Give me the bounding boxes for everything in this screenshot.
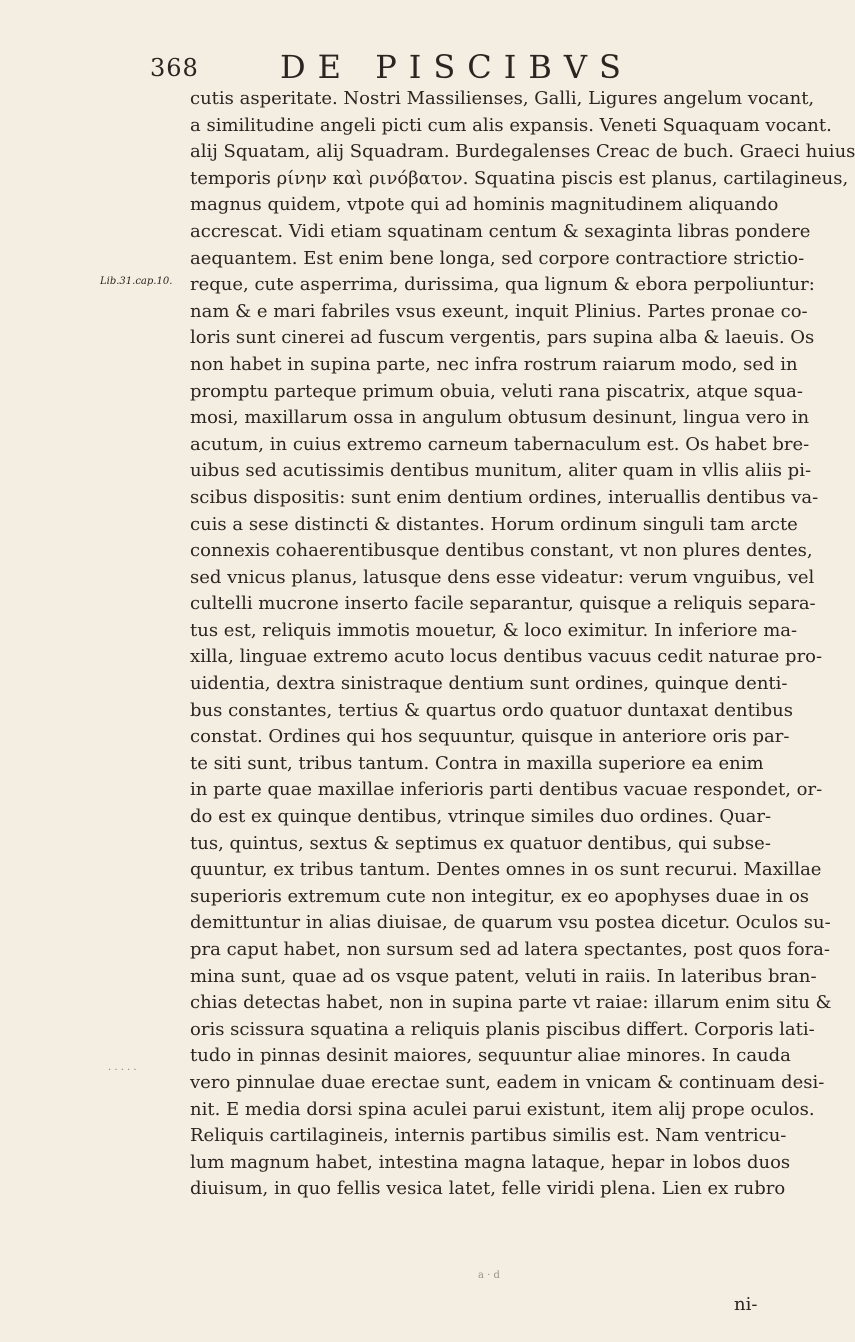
text-line: mosi, maxillarum ossa in angulum obtusum desinunt, lingua vero in [190,407,810,429]
text-line: demittuntur in alias diuisae, de quarum vsu postea dicetur. Oculos su- [190,912,831,934]
text-line: nam & e mari fabriles vsus exeunt, inquit Plinius. Partes pronae co- [190,300,808,322]
text-line: do est ex quinque dentibus, vtrinque similes duo ordines. Quar- [190,806,772,828]
smudge-mark: a · d [478,1270,500,1281]
margin-note: Lib.31.cap.10. [100,276,173,287]
text-line: diuisum, in quo fellis vesica latet, felle viridi plena. Lien ex rubro [190,1178,786,1200]
text-line: alij Squatam, alij Squadram. Burdegalenses Creac de buch. Graeci huius [190,141,855,163]
text-line: cuis a sese distincti & distantes. Horum ordinum singuli tam arcte [190,513,798,535]
running-title: DE PISCIBVS [280,48,633,86]
text-line: chias detectas habet, non in supina parte vt raiae: illarum enim situ & [190,992,832,1014]
text-line: te siti sunt, tribus tantum. Contra in maxilla superiore ea enim [190,752,764,774]
text-line: mina sunt, quae ad os vsque patent, veluti in raiis. In lateribus bran- [190,965,817,987]
text-line: aequantem. Est enim bene longa, sed corpore contractiore strictio- [190,247,805,269]
text-line: Reliquis cartilagineis, internis partibus similis est. Nam ventricu- [190,1125,787,1147]
text-line: accrescat. Vidi etiam squatinam centum & sexaginta libras pondere [190,220,811,242]
text-line: superioris extremum cute non integitur, ex eo apophyses duae in os [190,885,810,907]
text-line: sed vnicus planus, latusque dens esse videatur: verum vnguibus, vel [190,566,815,588]
text-line: constat. Ordines qui hos sequuntur, quisque in anteriore oris par- [190,726,790,748]
text-line: scibus dispositis: sunt enim dentium ordines, interuallis dentibus va- [190,486,819,508]
page-number: 368 [150,54,199,82]
text-line: magnus quidem, vtpote qui ad hominis magnitudinem aliquando [190,194,779,216]
text-line: tudo in pinnas desinit maiores, sequuntur aliae minores. In cauda [190,1045,791,1067]
text-line: pra caput habet, non sursum sed ad latera spectantes, post quos fora- [190,939,830,960]
margin-mark: · · · · · [108,1065,137,1076]
text-line: lum magnum habet, intestina magna lataque, hepar in lobos duos [190,1151,791,1173]
text-line: a similitudine angeli picti cum alis expansis. Veneti Squaquam vocant. [190,114,832,136]
text-line: non habet in supina parte, nec infra rostrum raiarum modo, sed in [190,353,798,375]
catchword: ni- [734,1294,758,1315]
page-header [150,48,710,88]
text-line: oris scissura squatina a reliquis planis piscibus differt. Corporis lati- [190,1018,815,1040]
text-line: cultelli mucrone inserto facile separantur, quisque a reliquis separa- [190,593,816,615]
text-line: tus est, reliquis immotis mouetur, & loco eximitur. In inferiore ma- [190,619,798,641]
text-line: connexis cohaerentibusque dentibus constant, vt non plures dentes, [190,540,813,562]
text-line: cutis asperitate. Nostri Massilienses, Galli, Ligures angelum vocant, [190,88,815,109]
text-line: uidentia, dextra sinistraque dentium sunt ordines, quinque denti- [190,673,788,695]
text-line: temporis ρίνην καὶ ρινόβατον. Squatina piscis est planus, cartilagineus, [190,167,849,189]
text-line: xilla, linguae extremo acuto locus dentibus vacuus cedit naturae pro- [190,646,823,668]
text-line: reque, cute asperrima, durissima, qua lignum & ebora perpoliuntur: [190,274,815,296]
text-line: promptu parteque primum obuia, veluti rana piscatrix, atque squa- [190,380,803,402]
text-line: vero pinnulae duae erectae sunt, eadem in vnicam & continuam desi- [190,1071,825,1093]
text-line: tus, quintus, sextus & septimus ex quatuor dentibus, qui subse- [190,832,771,854]
text-line: in parte quae maxillae inferioris parti dentibus vacuae respondet, or- [190,779,823,801]
body-text [190,86,855,1203]
text-line: nit. E media dorsi spina aculei parui existunt, item alij prope oculos. [190,1098,815,1120]
text-line: bus constantes, tertius & quartus ordo quatuor duntaxat dentibus [190,699,793,721]
text-line: uibus sed acutissimis dentibus munitum, aliter quam in vllis aliis pi- [190,460,812,482]
text-line: quuntur, ex tribus tantum. Dentes omnes in os sunt recurui. Maxillae [190,859,822,881]
text-line: loris sunt cinerei ad fuscum vergentis, pars supina alba & laeuis. Os [190,327,815,349]
text-line: acutum, in cuius extremo carneum tabernaculum est. Os habet bre- [190,433,810,455]
